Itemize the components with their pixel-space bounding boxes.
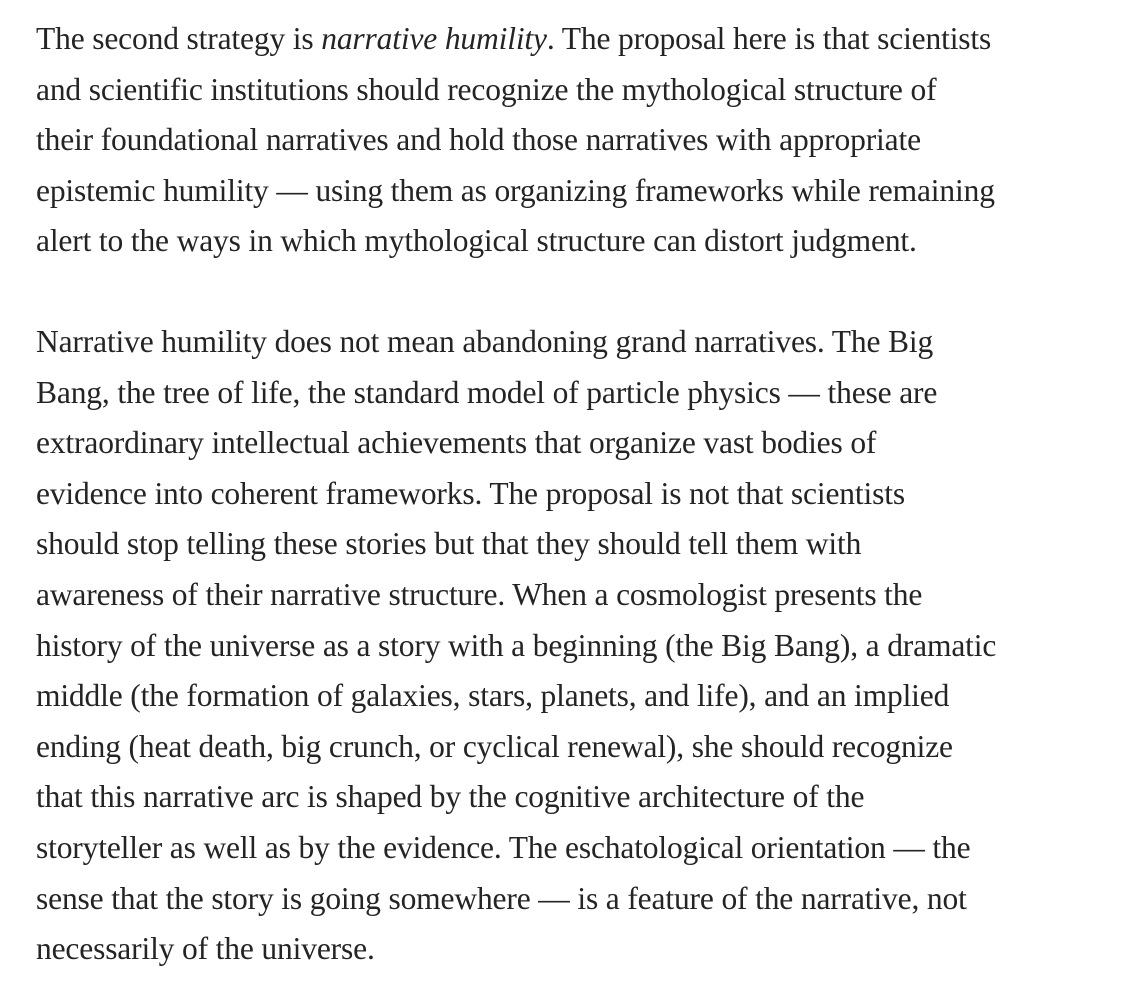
paragraph-line: awareness of their narrative structure. When a cosmologist presents the [36,576,923,612]
paragraph-line: that this narrative arc is shaped by the cognitive architecture of the [36,779,865,815]
paragraph-line: storyteller as well as by the evidence. The eschatological orientation — the [36,829,971,865]
paragraph-line: their foundational narratives and hold those narratives with appropriate [36,122,921,158]
paragraph-line: middle (the formation of galaxies, stars, planets, and life), and an implied [36,678,950,714]
paragraph-narrative-humility-detail [36,317,1122,975]
paragraph-line: and scientific institutions should recognize the mythological structure of [36,71,937,107]
paragraph-line: epistemic humility — using them as organizing frameworks while remaining [36,172,995,208]
paragraph-line: ending (heat death, big crunch, or cyclical renewal), she should recognize [36,728,953,764]
paragraph-narrative-humility-intro [36,14,1122,267]
paragraph-line: history of the universe as a story with a beginning (the Big Bang), a dramatic [36,627,997,663]
paragraph-line: Narrative humility does not mean abandoning grand narratives. The Big [36,323,934,359]
paragraph-line: should stop telling these stories but that they should tell them with [36,526,862,562]
paragraph-line: evidence into coherent frameworks. The proposal is not that scientists [36,475,905,511]
paragraph-line: sense that the story is going somewhere — is a feature of the narrative, not [36,880,967,916]
paragraph-line: alert to the ways in which mythological structure can distort judgment. [36,223,917,259]
line-text-after-emphasis: . The proposal here is that scientists [546,21,992,56]
paragraph-line: extraordinary intellectual achievements that organize vast bodies of [36,425,877,461]
line-text-before-emphasis: The second strategy is [36,21,322,56]
paragraph-line: Bang, the tree of life, the standard model of particle physics — these are [36,374,938,410]
paragraph-line: necessarily of the universe. [36,931,375,967]
paragraph-line [36,14,1122,65]
emphasized-term: narrative humility [321,21,547,56]
